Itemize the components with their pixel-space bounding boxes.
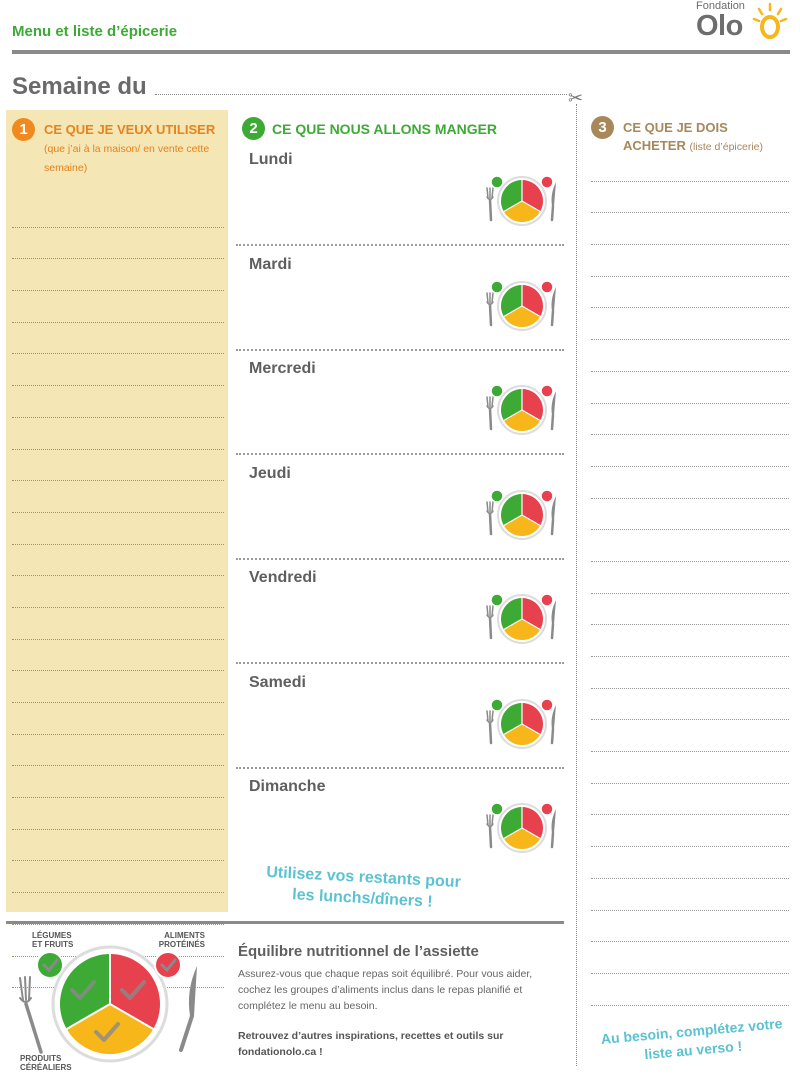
write-line[interactable] [12,766,224,798]
grocery-line[interactable] [591,150,789,182]
column3-number: 3 [591,116,614,139]
grocery-line[interactable] [591,308,789,340]
day-name: Mercredi [249,360,316,377]
knife-icon [181,966,197,1050]
grocery-line[interactable] [591,594,789,626]
day-name: Jeudi [249,464,291,482]
column-want-to-use [6,110,228,912]
plate-icon[interactable] [484,174,558,233]
legend-fruits-vegetables: LÉGUMES ET FRUITS [32,931,74,949]
grocery-list-lines [591,150,789,1006]
write-line[interactable] [12,608,224,640]
grocery-line[interactable] [591,657,789,689]
column2-title: CE QUE NOUS ALLONS MANGER [272,121,498,137]
grocery-line[interactable] [591,720,789,752]
day-block[interactable] [236,560,564,664]
grocery-line[interactable] [591,213,789,245]
grocery-line[interactable] [591,974,789,1006]
balance-link-text: Retrouvez d’autres inspirations, recettes et outils sur fondationolo.ca ! [238,1030,504,1058]
write-line[interactable] [12,861,224,893]
week-label: Semaine du [12,73,147,100]
column1-lines [12,196,224,988]
bottom-rule [6,921,564,924]
grocery-line[interactable] [591,277,789,309]
day-block[interactable] [236,769,564,873]
header-rule [12,50,790,54]
grocery-line[interactable] [591,847,789,879]
column1-number: 1 [12,118,35,141]
write-line[interactable] [12,450,224,482]
grocery-line[interactable] [591,245,789,277]
balance-text: Assurez-vous que chaque repas soit équilibré. Pour vous aider, cochez les groupes d’aliments inclus dans le repas planifié et complétez le menu au besoin. [238,968,533,1012]
write-line[interactable] [12,735,224,767]
day-block[interactable] [236,351,564,455]
plate-icon[interactable] [484,279,558,338]
day-name: Lundi [249,151,293,168]
day-name: Mardi [249,255,292,273]
day-block[interactable] [236,142,564,246]
logo-small-text: Fondation [696,0,745,12]
column1-title-block [44,121,229,177]
grocery-line[interactable] [591,499,789,531]
day-name: Samedi [249,673,306,691]
write-line[interactable] [12,576,224,608]
legend-cereals: PRODUITS CÉRÉALIERS [20,1054,72,1072]
day-block[interactable] [236,665,564,769]
write-line[interactable] [12,671,224,703]
grocery-line[interactable] [591,435,789,467]
plate-icon[interactable] [484,697,558,756]
day-block[interactable] [236,247,564,351]
grocery-line[interactable] [591,467,789,499]
page-title: Menu et liste d’épicerie [12,23,178,40]
write-line[interactable] [12,703,224,735]
grocery-line[interactable] [591,625,789,657]
write-line[interactable] [12,259,224,291]
grocery-line[interactable] [591,182,789,214]
grocery-line[interactable] [591,911,789,943]
plate-icon[interactable] [484,592,558,651]
grocery-line[interactable] [591,372,789,404]
day-name: Vendredi [249,569,317,586]
write-line[interactable] [12,291,224,323]
grocery-line[interactable] [591,340,789,372]
plate-icon[interactable] [484,801,558,860]
grocery-line[interactable] [591,815,789,847]
fork-icon [20,977,41,1052]
grocery-line[interactable] [591,530,789,562]
write-line[interactable] [12,513,224,545]
day-name: Dimanche [249,778,326,795]
write-line[interactable] [12,354,224,386]
olo-logo [690,0,795,48]
sun-icon [752,0,788,42]
grocery-line[interactable] [591,404,789,436]
column3-title: CE QUE JE DOIS ACHETER [623,120,728,153]
write-line[interactable] [12,640,224,672]
write-line[interactable] [12,386,224,418]
write-line[interactable] [12,323,224,355]
legend-proteins: ALIMENTS PROTÉINÉS [158,931,205,949]
plate-icon[interactable] [484,383,558,442]
column3-subtitle: (liste d’épicerie) [689,141,763,153]
column1-title: CE QUE JE VEUX UTILISER [44,122,216,137]
write-line[interactable] [12,545,224,577]
column1-subtitle: (que j’ai à la maison/ en vente cette semaine) [44,143,210,174]
plate-icon[interactable] [484,488,558,547]
week-input-line[interactable] [155,94,567,95]
grocery-line[interactable] [591,562,789,594]
write-line[interactable] [12,228,224,260]
verso-note: Au besoin, complétez votre liste au verso ! [600,1015,783,1063]
grocery-line[interactable] [591,942,789,974]
grocery-line[interactable] [591,752,789,784]
logo-big-text: Olo [696,10,743,42]
grocery-line[interactable] [591,784,789,816]
write-line[interactable] [12,196,224,228]
scissors-icon: ✂ [568,88,584,108]
balanced-plate-illustration [14,940,214,1065]
cut-line [576,104,577,1066]
grocery-line[interactable] [591,689,789,721]
balance-title: Équilibre nutritionnel de l’assiette [238,943,479,960]
leftovers-note: Utilisez vos restants pour les lunchs/dîners ! [265,863,462,911]
write-line[interactable] [12,481,224,513]
write-line[interactable] [12,830,224,862]
grocery-line[interactable] [591,879,789,911]
column2-number: 2 [242,117,265,140]
write-line[interactable] [12,418,224,450]
day-block[interactable] [236,456,564,560]
write-line[interactable] [12,798,224,830]
